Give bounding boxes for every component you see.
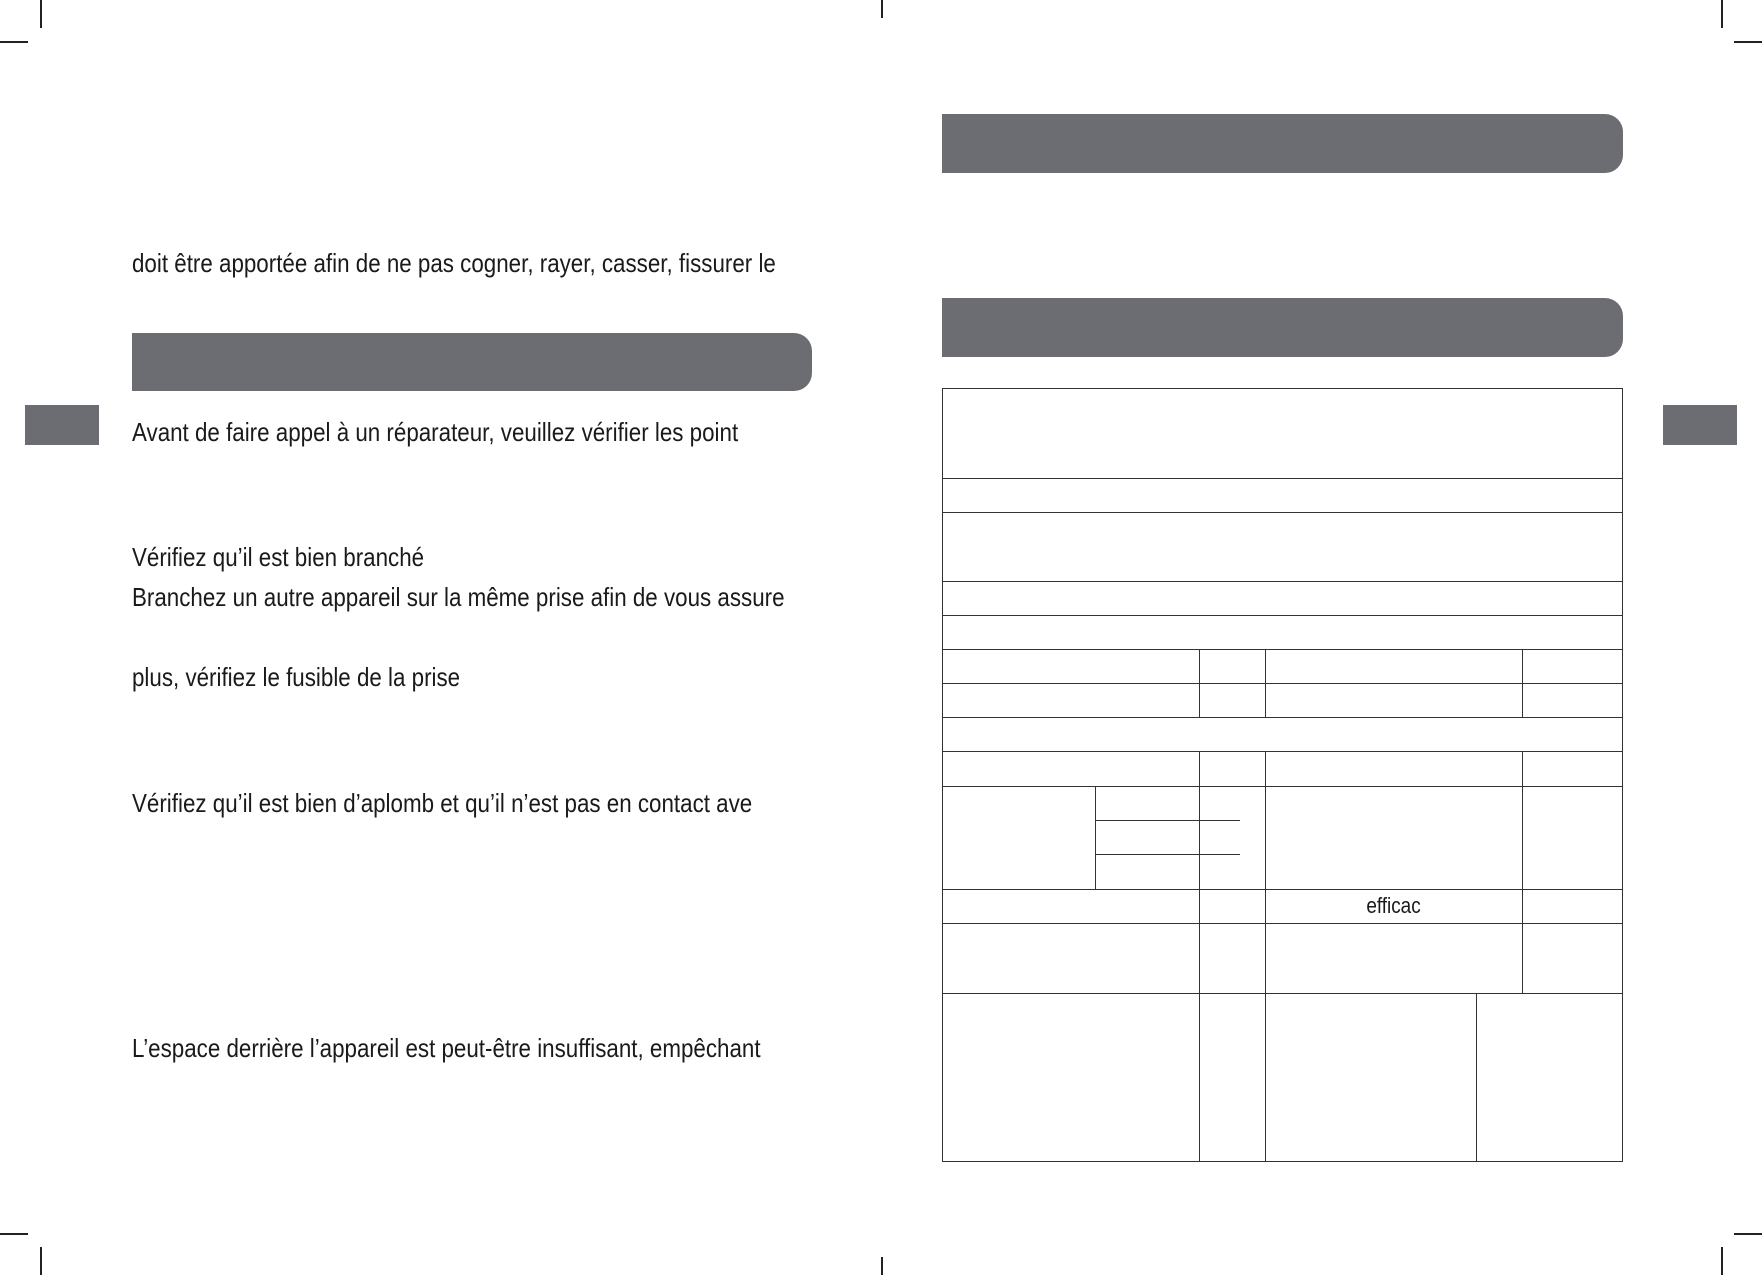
body-text-line: Branchez un autre appareil sur la même prise afin de vous assure (132, 582, 785, 612)
table-col-rule (1199, 751, 1200, 1162)
crop-mark-tl-v (40, 0, 42, 28)
table-row-rule (1095, 854, 1240, 855)
table-col-rule (1476, 993, 1477, 1162)
table-frame (942, 388, 1623, 1162)
body-text-line: Vérifiez qu’il est bien d’aplomb et qu’il n’est pas en contact ave (132, 788, 753, 818)
table-row-rule (942, 751, 1623, 752)
crop-mark-tr-v (1721, 0, 1723, 28)
crop-mark-tl-h (0, 41, 28, 43)
right-section-heading-bar-2 (942, 298, 1623, 357)
table-col-rule (1522, 751, 1523, 993)
right-page-tab (1663, 405, 1737, 445)
body-text-line: Vérifiez qu’il est bien branché (132, 542, 425, 572)
table-row-rule (942, 889, 1623, 890)
table-col-rule (1522, 649, 1523, 717)
table-row-rule (942, 478, 1623, 479)
table-col-rule (1199, 649, 1200, 717)
left-section-heading-bar (132, 333, 812, 391)
body-text-line: plus, vérifiez le fusible de la prise (132, 662, 461, 692)
table-row-rule (942, 683, 1623, 684)
table-row-rule (942, 615, 1623, 616)
crop-mark-bl-h (0, 1233, 28, 1235)
table-row-rule (942, 993, 1623, 994)
table-row-rule (1095, 820, 1240, 821)
crop-mark-bc-v (881, 1257, 883, 1275)
crop-mark-tr-h (1734, 41, 1762, 43)
left-page-tab (25, 405, 99, 445)
table-col-rule (1265, 649, 1266, 717)
table-cell-text: efficac (1366, 893, 1421, 918)
table-row-rule (942, 581, 1623, 582)
table-row-rule (942, 717, 1623, 718)
table-row-rule (942, 786, 1623, 787)
body-text-line: L’espace derrière l’appareil est peut-être insuffisant, empêchant (132, 1033, 761, 1063)
table-row-rule (942, 512, 1623, 513)
crop-mark-bl-v (40, 1247, 42, 1275)
table-row-rule (942, 649, 1623, 650)
crop-mark-tc-v (881, 0, 883, 18)
right-section-heading-bar-1 (942, 114, 1623, 173)
body-text-line: doit être apportée afin de ne pas cogner, rayer, casser, fissurer le (132, 248, 776, 278)
crop-mark-br-v (1721, 1247, 1723, 1275)
product-spec-table (942, 388, 1623, 1162)
body-text-line: Avant de faire appel à un réparateur, veuillez vérifier les point (132, 417, 739, 447)
table-col-rule (1095, 786, 1096, 889)
table-col-rule (1265, 751, 1266, 1162)
table-row-rule (942, 923, 1623, 924)
crop-mark-br-h (1734, 1233, 1762, 1235)
